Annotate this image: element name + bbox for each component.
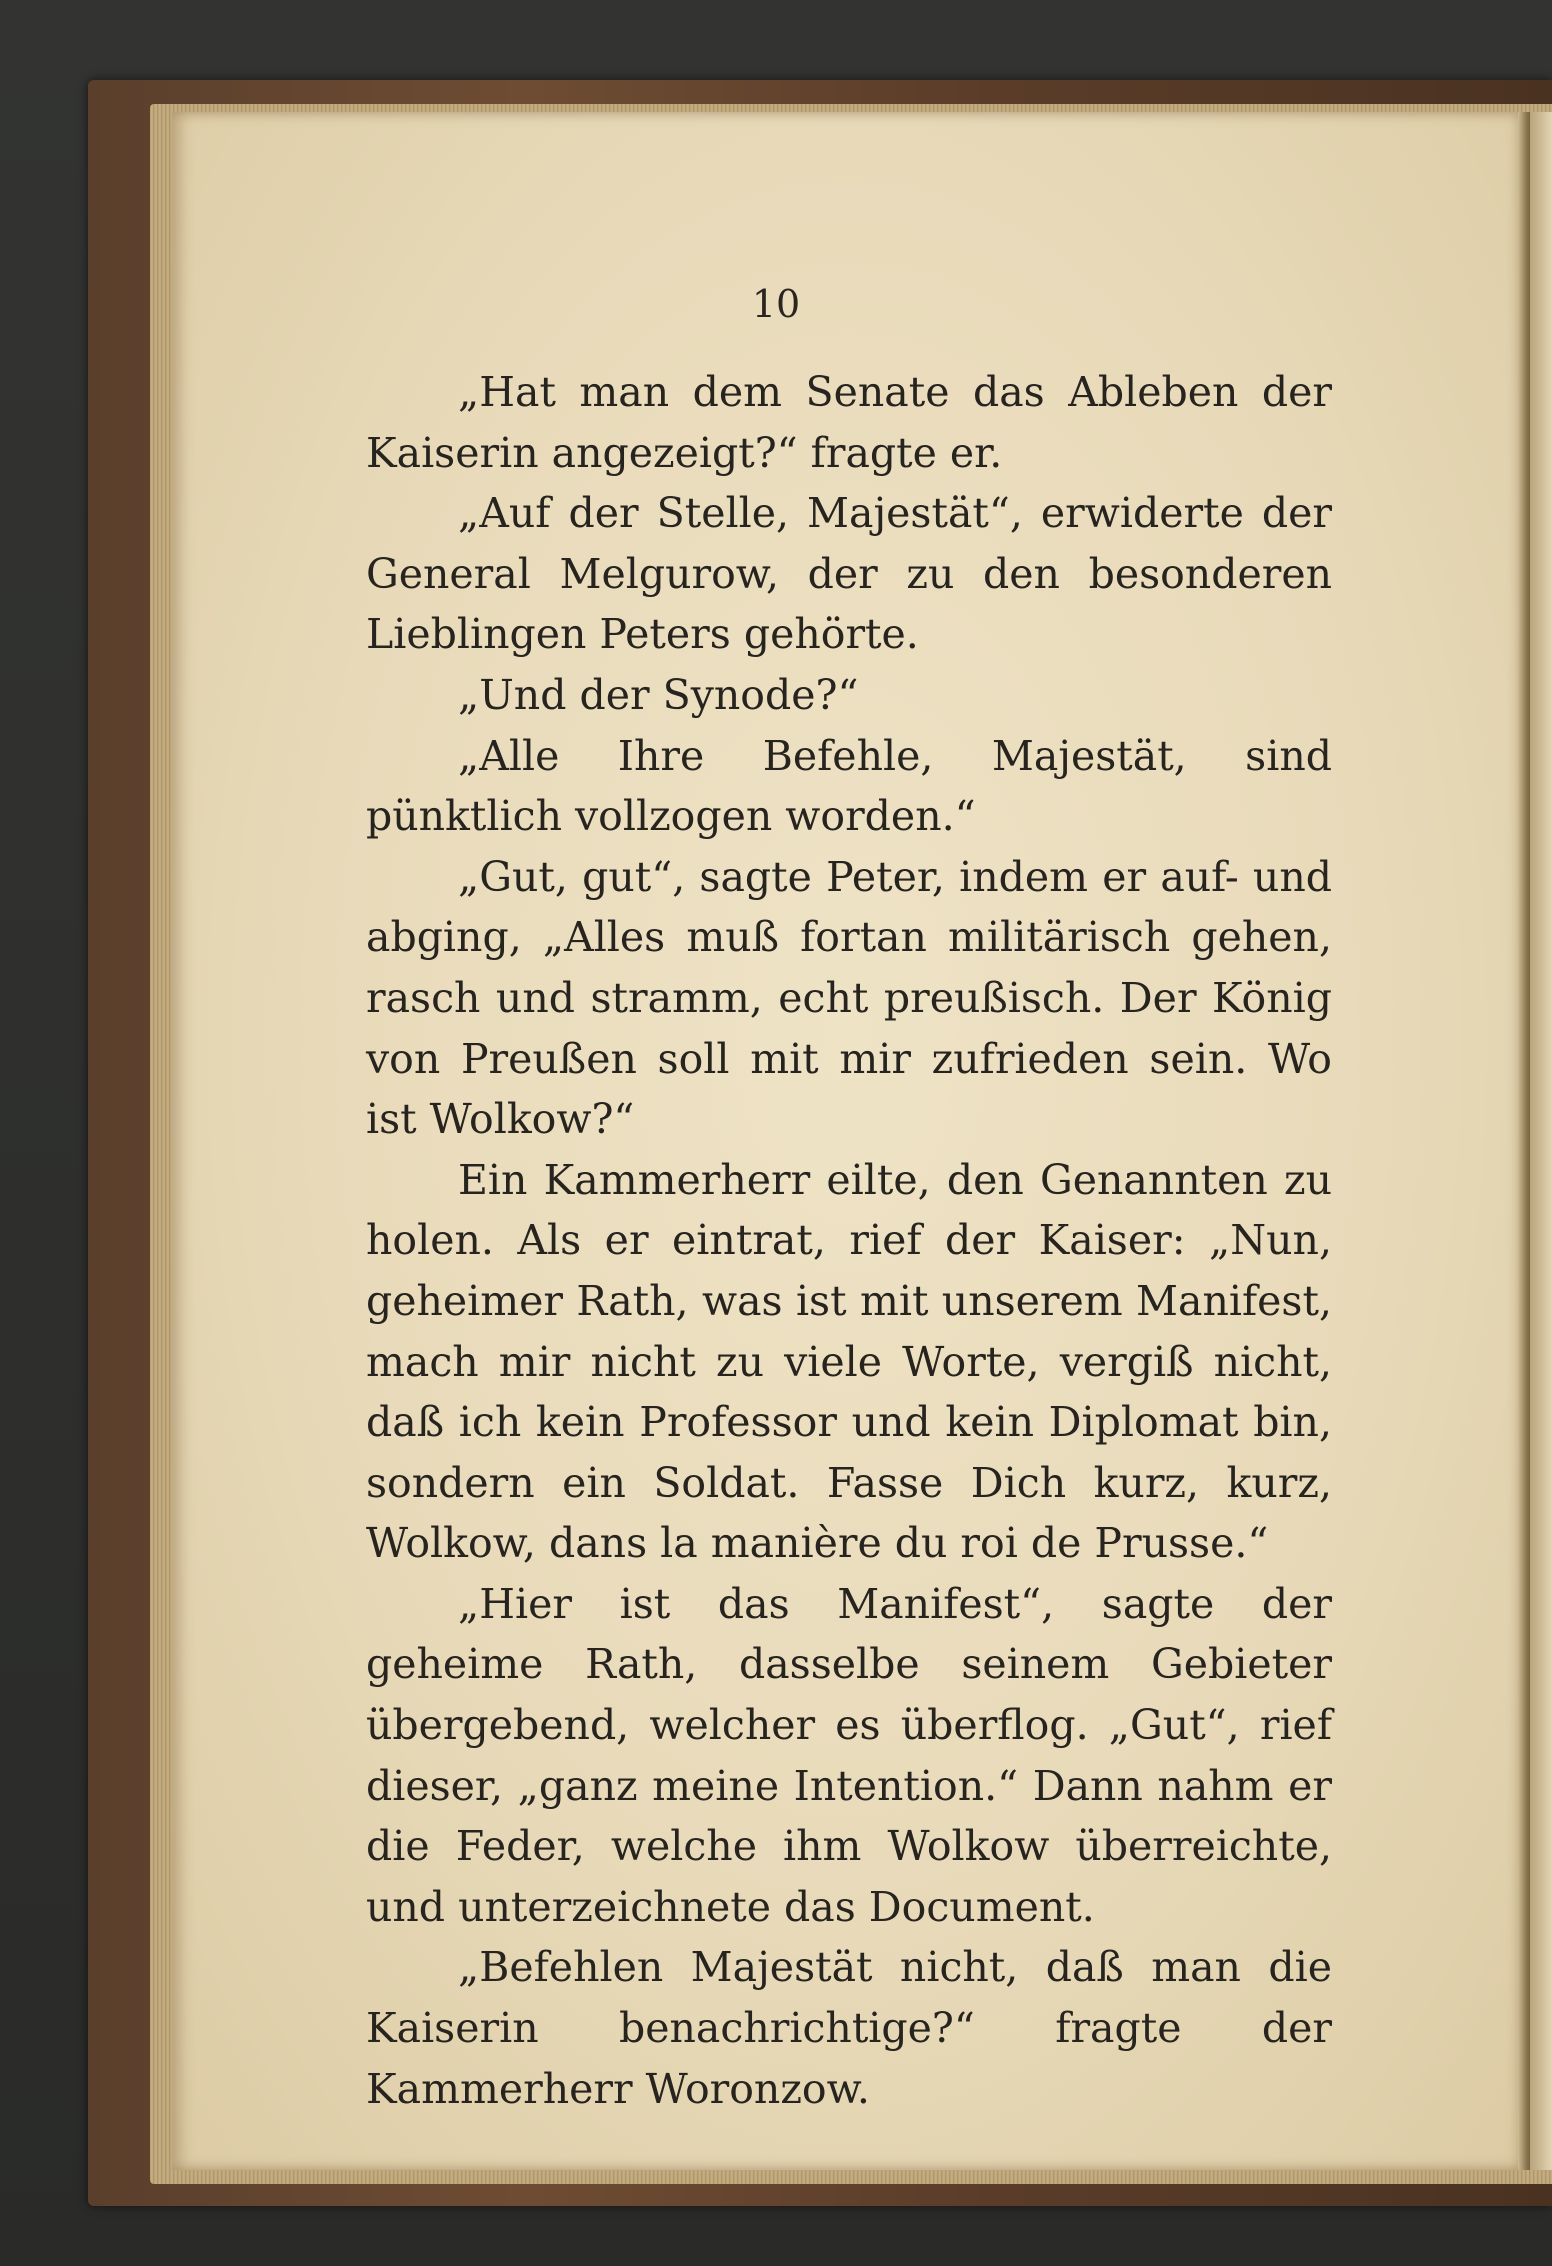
paragraph-3: „Und der Synode?“ bbox=[458, 670, 859, 719]
paragraph-4: „Alle Ihre Befehle, Majestät, sind pünktlich vollzogen worden.“ bbox=[366, 731, 1332, 841]
paragraph-7: „Hier ist das Manifest“, sagte der geheime Rath, dasselbe seinem Gebieter übergebend, welcher es überflog. „Gut“, rief dieser, „ganz meine Intention.“ Dann nahm er die Feder, welche ihm Wolkow überreichte, und unterzeichnete das Document. bbox=[366, 1579, 1332, 1931]
page-number: 10 bbox=[751, 282, 801, 326]
paragraph-6: Ein Kammerherr eilte, den Genannten zu holen. Als er eintrat, rief der Kaiser: „Nun, geheimer Rath, was ist mit unserem Manifest, mach mir nicht zu viele Worte, vergiß nicht, daß ich kein Professor und kein Diplomat bin, sondern ein Soldat. Fasse Dich kurz, kurz, Wolkow, dans la manière du roi de Prusse.“ bbox=[366, 1155, 1332, 1568]
body-text bbox=[366, 362, 1332, 2119]
paragraph-5: „Gut, gut“, sagte Peter, indem er auf- und abging, „Alles muß fortan militärisch gehen, rasch und stramm, echt preußisch. Der König von Preußen soll mit mir zufrieden sein. Wo ist Wolkow?“ bbox=[366, 852, 1332, 1144]
paragraph-2: „Auf der Stelle, Majestät“, erwiderte der General Melgurow, der zu den besonderen Lieblingen Peters gehörte. bbox=[366, 489, 1332, 659]
facing-page-edge bbox=[1530, 112, 1552, 2170]
paragraph-8: „Befehlen Majestät nicht, daß man die Kaiserin benachrichtige?“ fragte der Kammerherr Woronzow. bbox=[366, 1943, 1332, 2113]
paragraph-1: „Hat man dem Senate das Ableben der Kaiserin angezeigt?“ fragte er. bbox=[366, 368, 1332, 477]
